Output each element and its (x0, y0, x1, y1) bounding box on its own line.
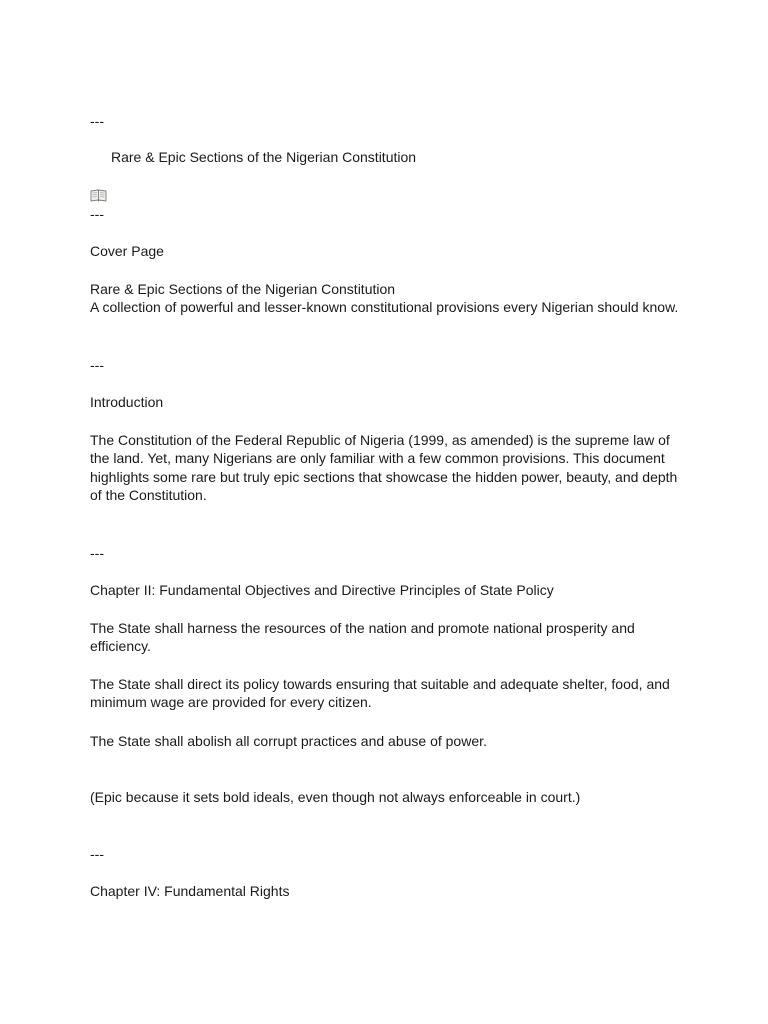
paragraph-line: The State shall direct its policy towards ensuring that suitable and adequate shelter, food, and (90, 676, 670, 692)
cover-title: Rare & Epic Sections of the Nigerian Constitution (90, 281, 396, 297)
paragraph-line: highlights some rare but truly epic sections that showcase the hidden power, beauty, and depth (90, 469, 678, 485)
chapter-ii-paragraph-3: The State shall abolish all corrupt practices and abuse of power. (90, 733, 487, 749)
paragraph-line: the land. Yet, many Nigerians are only familiar with a few common provisions. This document (90, 450, 665, 466)
separator: --- (90, 357, 104, 373)
introduction-heading: Introduction (90, 394, 164, 410)
chapter-ii-note: (Epic because it sets bold ideals, even though not always enforceable in court.) (90, 789, 581, 805)
separator: --- (90, 206, 104, 222)
open-book-icon (90, 151, 107, 164)
separator: --- (90, 545, 104, 561)
paragraph-line: The State shall harness the resources of the nation and promote national prosperity and (90, 620, 635, 636)
paragraph-line: efficiency. (90, 638, 151, 654)
cover-heading: Cover Page (90, 243, 164, 259)
paragraph-line: of the Constitution. (90, 487, 207, 503)
paragraph-line: minimum wage are provided for every citizen. (90, 694, 372, 710)
chapter-ii-heading: Chapter II: Fundamental Objectives and Directive Principles of State Policy (90, 582, 554, 598)
document-header (90, 148, 690, 167)
cover-subtitle: A collection of powerful and lesser-known constitutional provisions every Nigerian should know. (90, 299, 679, 315)
document-title: Rare & Epic Sections of the Nigerian Constitution (111, 149, 417, 165)
paragraph-line: The Constitution of the Federal Republic of Nigeria (1999, as amended) is the supreme law of (90, 432, 670, 448)
separator: --- (90, 113, 104, 129)
chapter-iv-heading: Chapter IV: Fundamental Rights (90, 883, 290, 899)
separator: --- (90, 846, 104, 862)
